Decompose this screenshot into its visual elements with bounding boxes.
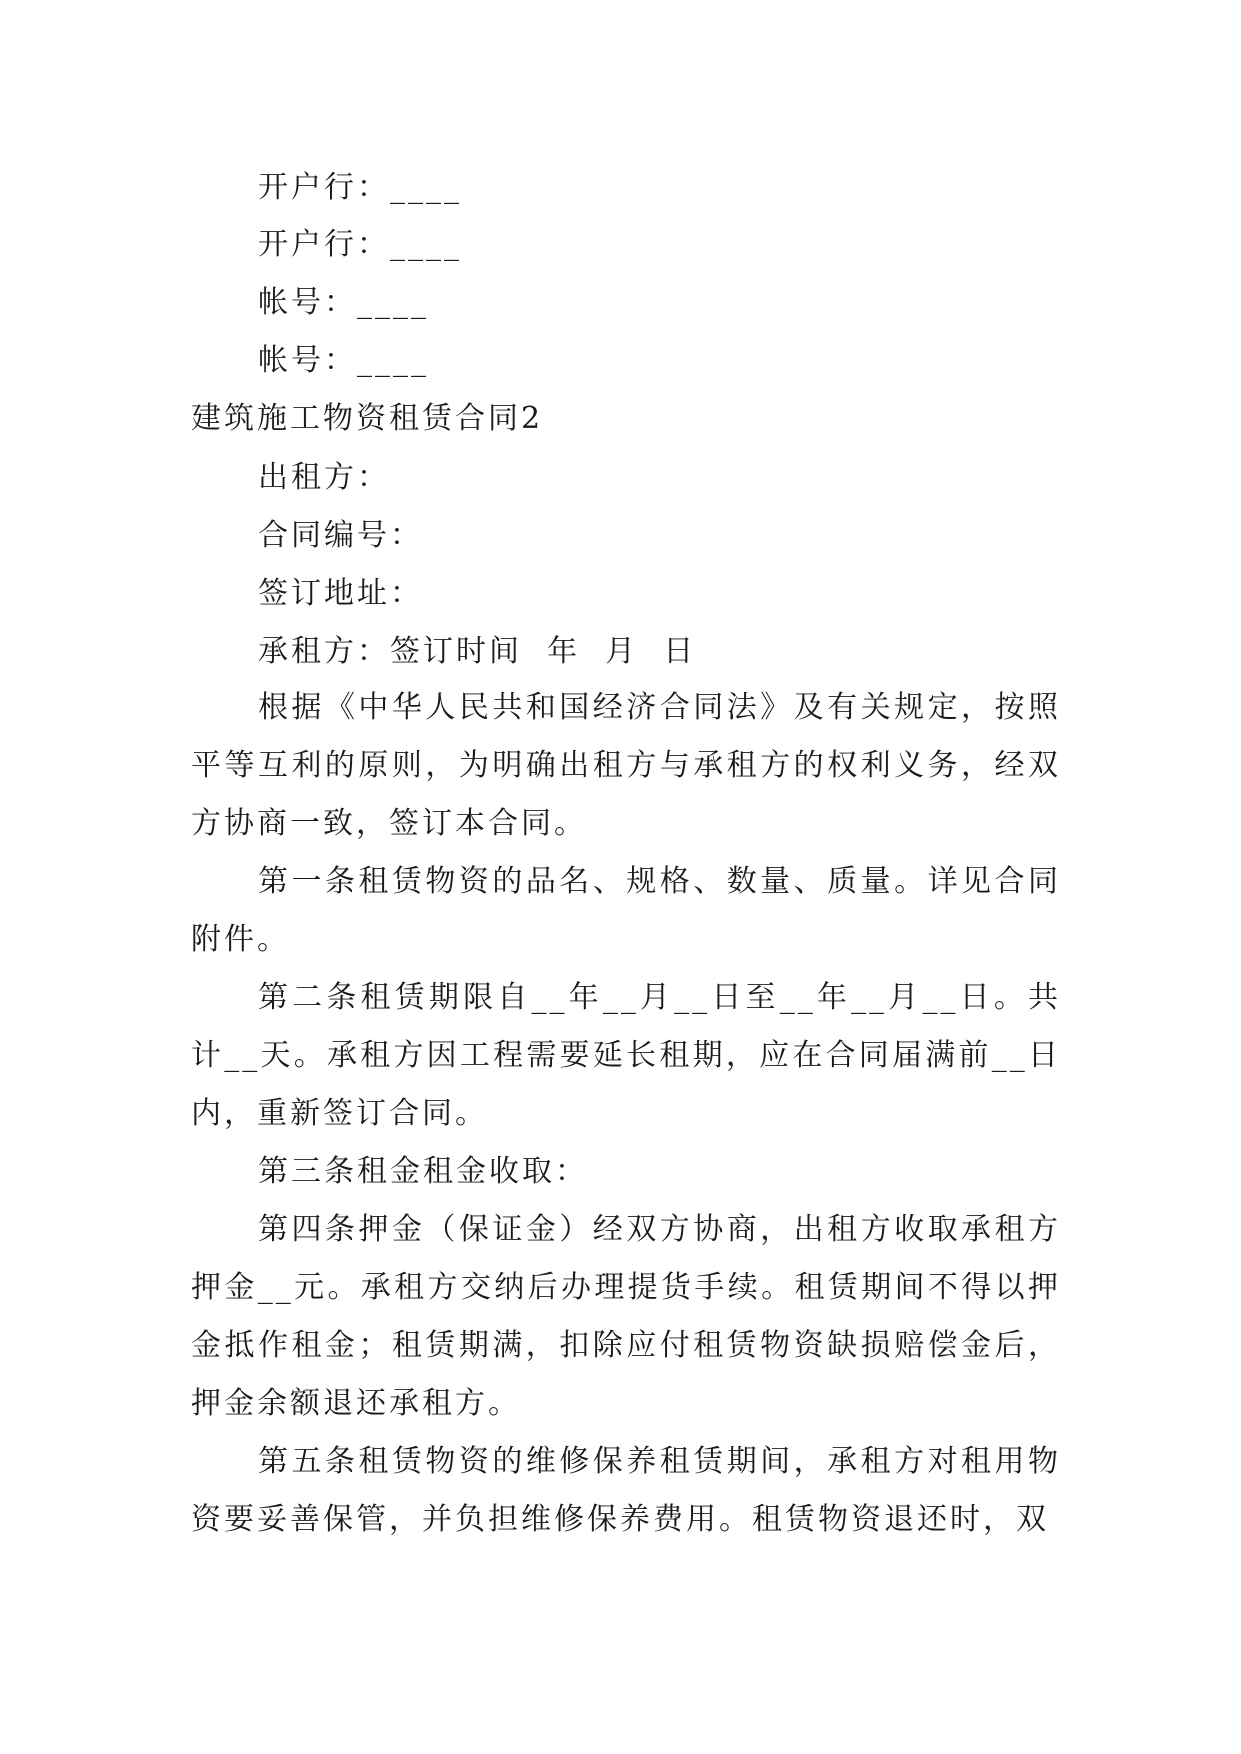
article-4-paragraph: 第四条押金（保证金）经双方协商，出租方收取承租方押金__元。承租方交纳后办理提货手续。租赁期间不得以押金抵作租金；租赁期满，扣除应付租赁物资缺损赔偿金后，押金余额退还承租方。 xyxy=(191,1212,1061,1421)
contract-number-field: 合同编号： xyxy=(258,518,423,553)
article-2-paragraph: 第二条租赁期限自__年__月__日至__年__月__日。共计__天。承租方因工程需要延长租期，应在合同届满前__日内，重新签订合同。 xyxy=(191,980,1061,1131)
contract-title: 建筑施工物资租赁合同2 xyxy=(191,401,544,436)
article-3-paragraph: 第三条租金租金收取： xyxy=(258,1154,588,1189)
account-line-2: 帐号：____ xyxy=(258,343,429,378)
bank-line-2: 开户行：____ xyxy=(258,227,462,262)
signing-address-field: 签订地址： xyxy=(258,576,423,611)
article-5-paragraph: 第五条租赁物资的维修保养租赁期间，承租方对租用物资要妥善保管，并负担维修保养费用。租赁物资退还时，双 xyxy=(191,1444,1061,1537)
preamble-paragraph: 根据《中华人民共和国经济合同法》及有关规定，按照平等互利的原则，为明确出租方与承租方的权利义务，经双方协商一致，签订本合同。 xyxy=(191,690,1061,841)
lessee-signing-date-field: 承租方：签订时间 年 月 日 xyxy=(258,634,697,669)
article-1-paragraph: 第一条租赁物资的品名、规格、数量、质量。详见合同附件。 xyxy=(191,864,1061,957)
account-line-1: 帐号：____ xyxy=(258,285,429,320)
lessor-field: 出租方： xyxy=(258,460,390,495)
bank-line-1: 开户行：____ xyxy=(258,170,462,205)
